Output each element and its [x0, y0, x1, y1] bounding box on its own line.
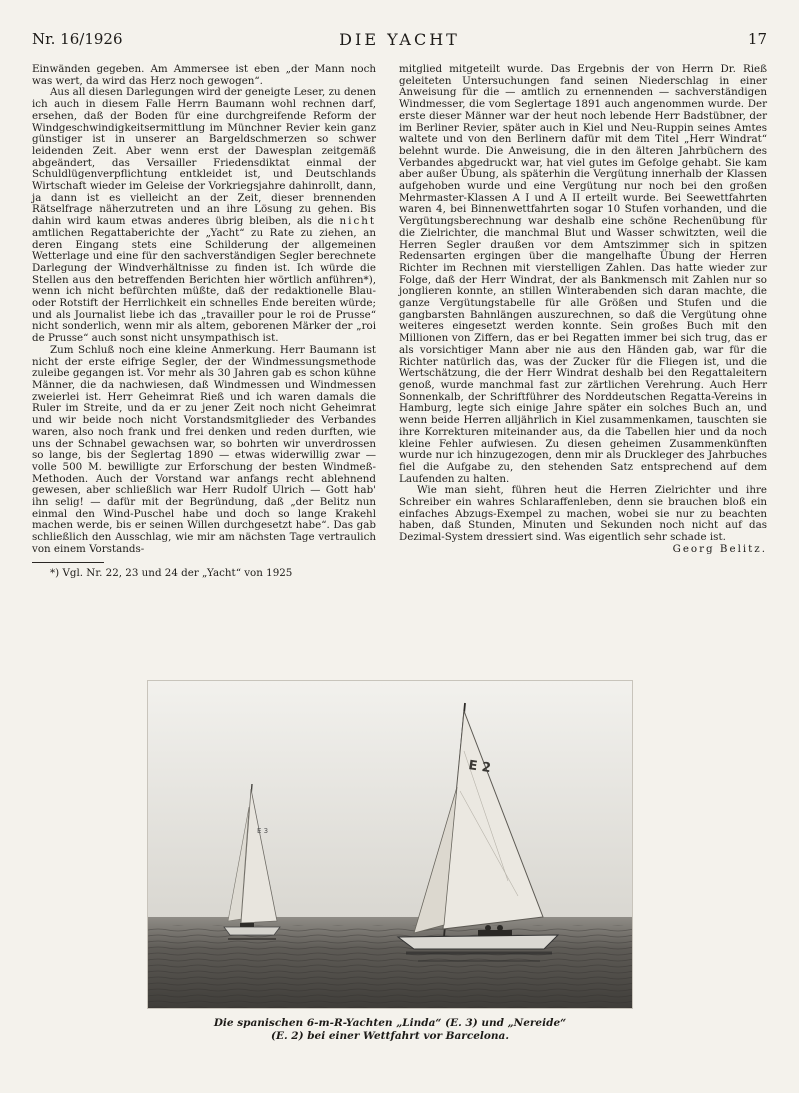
text-run: Aus all diesen Darlegungen wird der geneigte Leser, zu denen ich auch in diesem Falle Herrn Baumann wohl rechnen darf, ersehen, daß der Boden für eine durchgreifende Reform der Windgeschwindigkeitsermittlung im Münchner Revier kein ganz günstiger ist in unserer an Bargeldschmerzen so schwer leidenden Zeit. Aber wenn erst der Dawesplan zeitgemäß abgeändert, das Versailler Friedensdiktat einmal der Schuldlügenverpflichtung entkleidet ist, und Deutschlands Wirtschaft wieder im Geleise der Vorkriegsjahre dahinrollt, dann, ja dann ist es vielleicht an der Zeit, dieser brennenden Rätselfrage näherzutreten und an ihre Lösung zu gehen. Bis dahin wird kaum etwas anderes übrig bleiben, als die [32, 86, 376, 228]
caption-line: (E. 2) bei einer Wettfahrt vor Barcelona. [270, 1030, 510, 1042]
paragraph: Zum Schluß noch eine kleine Anmerkung. Herr Baumann ist nicht der erste eifrige Segler, der der Windmessungsmethode zuleibe gegangen ist. Vor mehr als 30 Jahren gab es schon kühne Männer, die da nachwiesen, daß Windmessen und Windmessen zweierlei ist. Herr Geheimrat Rieß und ich waren damals die Ruler im Streite, und da er zu jener Zeit noch nicht Geheimrat und wir beide noch nicht Vorstandsmitglieder des Verbandes waren, also noch frank und frei denken und reden durften, wie uns der Schnabel gewachsen war, so bohrten wir unverdrossen so lange, bis der Seglertag 1890 — etwas widerwillig zwar — volle 500 M. bewilligte zur Erforschung der besten Windmeß-Methoden. Auch der Vorstand war anfangs recht ablehnend gewesen, aber schließlich war Herr Rudolf Ulrich — Gott hab' ihn selig! — dafür mit der Begründung, daß „der Belitz nun einmal den Wind-Puschel habe und doch so lange Krakehl machen werde, bis er seinen Willen durchgesetzt habe“. Das gab schließlich den Ausschlag, wie mir am nächsten Tage vertraulich von einem Vorstands- [32, 343, 376, 555]
paragraph [32, 87, 376, 344]
paragraph: mitglied mitgeteilt wurde. Das Ergebnis der von Herrn Dr. Rieß geleiteten Untersuchungen fand seinen Niederschlag in einer Anweisung für die — amtlich zu ernennenden — sachverständigen Windmesser, die vom Seglertage 1891 auch angenommen wurde. Der erste dieser Männer war der heut noch lebende Herr Badstübner, der im Berliner Revier, später auch in Kiel und Neu-Ruppin seines Amtes waltete und von den Berlinern dafür mit dem Titel „Herr Windrat“ belehnt wurde. Die Anweisung, die in den älteren Jahrbüchern des Verbandes abgedruckt war, hat viel gutes im Gefolge gehabt. Sie kam aber außer Übung, als späterhin die Vergütung innerhalb der Klassen aufgehoben wurde und eine Vergütung nur noch bei den großen Mehrmaster-Klassen A I und A II erteilt wurde. Bei Seewettfahrten waren 4, bei Binnenwettfahrten sogar 10 Stufen vorhanden, und die Vergütungsberechnung war deshalb eine schöne Rechenübung für die Zielrichter, die manchmal Blut und Wasser schwitzten, weil die Herren Segler draußen vor dem Amtszimmer sich in spitzen Redensarten ergingen über die mangelhafte Übung der Herren Richter im Rechnen mit vierstelligen Zahlen. Das hatte wieder zur Folge, daß der Herr Windrat, der als Bankmensch mit Zahlen nur so jonglieren konnte, an stillen Winterabenden sich daran machte, die ganze Vergütungstabelle für alle Größen und Stufen und die gangbarsten Bahnlängen auszurechnen, so daß die Vergütung ohne weiteres eingesetzt werden konnte. Sein großes Buch mit den Millionen von Ziffern, das er bei Regatten immer bei sich trug, das er als vorsichtiger Mann aber nie aus den Händen gab, war für die Richter natürlich das, was der Zucker für die Fliegen ist, und die Wertschätzung, die der Herr Windrat deshalb bei den Regattaleitern genoß, wurde manchmal fast zur zärtlichen Verehrung. Auch Herr Sonnenkalb, der Schriftführer des Norddeutschen Regatta-Vereins in Hamburg, legte sich einige Jahre später ein solches Buch an, und wenn beide Herren alljährlich in Kiel zusammenkamen, tauschten sie ihre Korrekturen miteinander aus, da die Tabellen hier und da noch kleine Fehler aufwiesen. Zu diesen geheimen Zusammenkünften wurde nur ich hinzugezogen, denn mir als Druckleger des Jahrbuches fiel die Aufgabe zu, den stehenden Satz entsprechend auf dem Laufenden zu halten. [399, 63, 767, 485]
magazine-title: DIE YACHT [339, 30, 460, 49]
text-run: amtlichen Regattaberichte der „Yacht“ zu Rate zu ziehen, an deren Eingang stets eine Schilderung der allgemeinen Wetterlage und eine für den sachverständigen Segler berechnete Darlegung der Windverhältnisse zu finden ist. Ich würde die Stellen aus den betreffenden Berichten hier wörtlich anführen*), wenn ich nicht befürchten müßte, daß der redaktionelle Blau- oder Rotstift der Herrlichkeit ein schnelles Ende bereiten würde; und als Journalist liebe ich das „travailler pour le roi de Prusse“ nicht sonderlich, wenn mir als altem, geborenen Märker der „roi de Prusse“ auch sonst nicht unsympathisch ist. [32, 226, 376, 345]
footnote-rule [32, 562, 104, 563]
caption-line: Die spanischen 6-m-R-Yachten „Linda“ (E. 3) und „Nereide“ [213, 1017, 567, 1029]
paragraph: Wie man sieht, führen heut die Herren Zielrichter und ihre Schreiber ein wahres Schlaraffenleben, denn sie brauchen bloß ein einfaches Abzugs-Exempel zu machen, wobei sie nur zu beachten haben, daß Stunden, Minuten und Sekunden noch nicht auf das Dezimal-System dressiert sind. Was eigentlich sehr schade ist. [399, 484, 767, 544]
right-column [399, 64, 767, 556]
water-ripples [148, 925, 632, 1008]
author-signature: Georg Belitz. [672, 542, 767, 555]
spaced-emphasis: nicht [339, 215, 376, 228]
footnote: *) Vgl. Nr. 22, 23 und 24 der „Yacht“ von 1925 [50, 566, 293, 579]
sail-mark-small: E 3 [257, 827, 269, 835]
paragraph: Einwänden gegeben. Am Ammersee ist eben „der Mann noch was wert, da wird das Herz noch gewogen“. [32, 63, 376, 87]
page-header [32, 30, 767, 52]
sail-number-large: E 2 [467, 758, 492, 777]
sky [148, 681, 632, 919]
photo-caption [140, 1017, 640, 1043]
left-column [32, 64, 376, 579]
page-number: 17 [747, 30, 767, 48]
issue-number: Nr. 16/1926 [32, 30, 123, 48]
yacht-photograph [147, 680, 633, 1009]
photo-svg [148, 681, 632, 1008]
